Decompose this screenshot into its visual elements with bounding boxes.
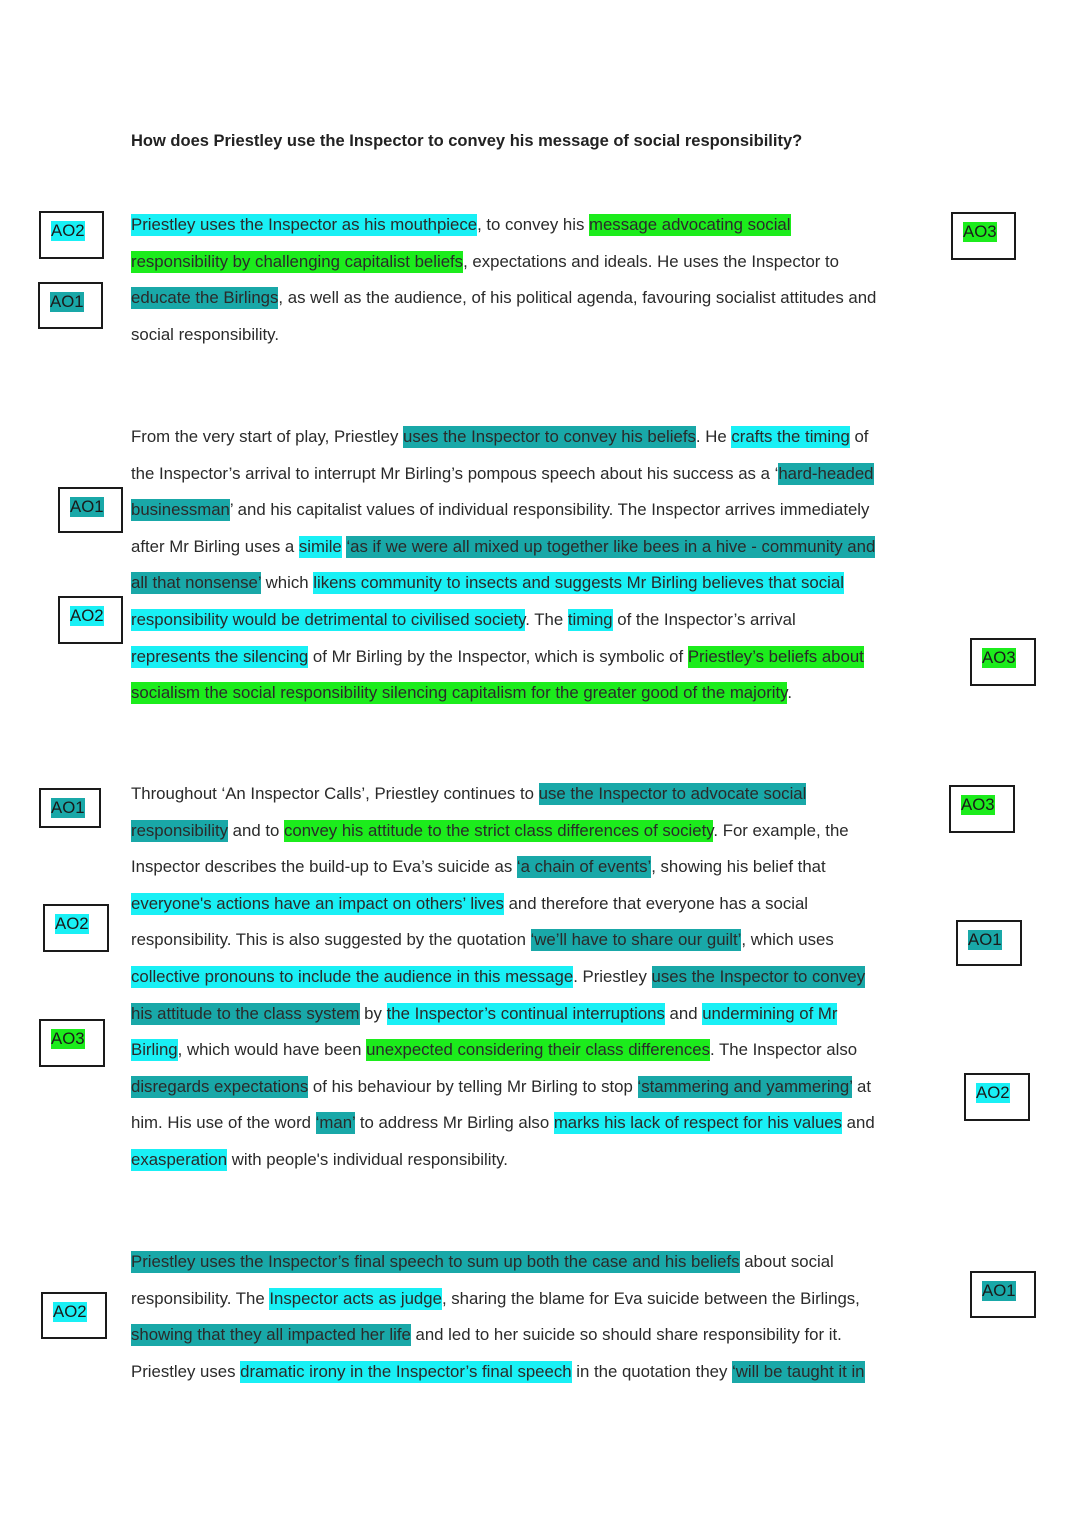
text-segment: by — [359, 1003, 387, 1023]
ao-label: AO3 — [949, 785, 1015, 833]
text-segment: . The Inspector also — [710, 1040, 858, 1060]
text-segment: responsibility. The — [131, 1288, 270, 1308]
highlighted-phrase: undermining of Mr — [702, 1003, 838, 1023]
text-line — [131, 536, 961, 573]
ao-label: AO3 — [39, 1019, 105, 1067]
text-segment: , expectations and ideals. He uses the Inspector to — [463, 251, 840, 271]
text-segment: . He — [695, 427, 732, 446]
highlighted-phrase: ‘a chain of events’ — [516, 857, 652, 877]
text-line — [131, 1003, 961, 1040]
text-segment: after Mr Birling uses a — [131, 536, 299, 556]
text-line — [131, 783, 961, 820]
text-segment: which — [261, 573, 314, 593]
highlighted-phrase: responsibility would be detrimental to civilised society — [131, 609, 526, 629]
text-line — [131, 893, 961, 930]
highlighted-phrase: uses the Inspector to convey — [651, 966, 866, 986]
text-segment: ’ and his capitalist values of individual responsibility. The Inspector arrives immediately — [229, 500, 870, 520]
text-line — [131, 499, 961, 536]
text-segment: social responsibility. — [131, 324, 279, 344]
text-segment: of the Inspector’s arrival — [612, 609, 796, 629]
text-line — [131, 251, 961, 288]
text-segment: at — [852, 1076, 872, 1096]
text-segment: the Inspector’s arrival to interrupt Mr Birling’s pompous speech about his success as a ‘ — [131, 463, 779, 483]
text-segment: , as well as the audience, of his political agenda, favouring socialist attitudes and — [278, 288, 877, 308]
highlighted-phrase: Birling — [131, 1040, 178, 1060]
text-segment: , which uses — [741, 930, 834, 950]
paragraph-1 — [131, 214, 961, 360]
text-line — [131, 929, 961, 966]
text-line — [131, 1324, 961, 1361]
highlighted-phrase: disregards expectations — [131, 1076, 309, 1096]
text-segment: of his behaviour by telling Mr Birling to stop — [308, 1076, 638, 1096]
text-segment: of — [849, 427, 869, 446]
highlighted-phrase: Inspector acts as judge — [269, 1288, 442, 1308]
text-segment: . For example, the — [713, 820, 849, 840]
ao-label: AO1 — [956, 920, 1022, 966]
text-segment: and — [664, 1003, 703, 1023]
paragraph-3 — [131, 783, 961, 1186]
text-segment: Inspector describes the build-up to Eva’s suicide as — [131, 857, 517, 877]
ao-label: AO3 — [951, 212, 1016, 260]
highlighted-phrase: unexpected considering their class differences — [366, 1040, 711, 1060]
highlighted-phrase: ‘we’ll have to share our guilt’ — [530, 930, 742, 950]
text-line — [131, 856, 961, 893]
text-line — [131, 1288, 961, 1325]
text-line — [131, 820, 961, 857]
highlighted-phrase: simile — [298, 536, 342, 556]
highlighted-phrase: ‘will be taught it in — [732, 1361, 865, 1381]
highlighted-phrase: exasperation — [131, 1149, 228, 1169]
highlighted-phrase: timing — [567, 609, 613, 629]
text-line — [131, 463, 961, 500]
text-line — [131, 287, 961, 324]
paragraph-2 — [131, 426, 961, 719]
text-line — [131, 1112, 961, 1149]
highlighted-phrase: crafts the timing — [731, 427, 850, 446]
text-segment: and led to her suicide so should share responsibility for it. — [410, 1325, 842, 1345]
text-segment: and therefore that everyone has a social — [503, 893, 809, 913]
highlighted-phrase: all that nonsense’ — [131, 573, 261, 593]
text-line — [131, 324, 961, 361]
ao-label: AO2 — [964, 1073, 1030, 1121]
text-line — [131, 1076, 961, 1113]
text-segment: . The — [525, 609, 568, 629]
highlighted-phrase: responsibility by challenging capitalist beliefs — [131, 251, 464, 271]
highlighted-phrase: responsibility — [131, 820, 229, 840]
text-segment: and — [842, 1113, 875, 1133]
highlighted-phrase: showing that they all impacted her life — [131, 1325, 411, 1345]
highlighted-phrase: ‘stammering and yammering’ — [637, 1076, 853, 1096]
highlighted-phrase: Priestley uses the Inspector’s final speech to sum up both the case and his beliefs — [131, 1252, 740, 1271]
text-segment: Priestley uses — [131, 1361, 241, 1381]
highlighted-phrase: businessman — [131, 500, 230, 520]
text-line — [131, 426, 961, 463]
text-line — [131, 214, 961, 251]
ao-label: AO1 — [970, 1271, 1036, 1318]
essay-question: How does Priestley use the Inspector to convey his message of social responsibility? — [131, 132, 803, 150]
highlighted-phrase: likens community to insects and suggests Mr Birling believes that social — [313, 573, 844, 593]
ao-label: AO1 — [38, 282, 103, 329]
text-segment: . — [787, 683, 792, 703]
highlighted-phrase: use the Inspector to advocate social — [538, 784, 807, 803]
text-segment: to address Mr Birling also — [355, 1113, 554, 1133]
text-segment: of Mr Birling by the Inspector, which is symbolic of — [308, 646, 688, 666]
text-line — [131, 646, 961, 683]
text-line — [131, 1149, 961, 1186]
ao-label: AO2 — [39, 211, 104, 259]
text-segment: in the quotation they — [571, 1361, 733, 1381]
text-segment: , to convey his — [477, 215, 589, 234]
highlighted-phrase: represents the silencing — [131, 646, 309, 666]
text-segment: responsibility. This is also suggested by the quotation — [131, 930, 531, 950]
highlighted-phrase: ‘as if we were all mixed up together like bees in a hive - community and — [346, 536, 876, 556]
text-segment: , showing his belief that — [651, 857, 826, 877]
highlighted-phrase: Priestley’s beliefs about — [687, 646, 864, 666]
text-line — [131, 966, 961, 1003]
paragraph-4 — [131, 1251, 961, 1397]
highlighted-phrase: everyone's actions have an impact on others’ lives — [131, 893, 504, 913]
text-line — [131, 682, 961, 719]
highlighted-phrase: ‘man’ — [315, 1113, 356, 1133]
ao-label: AO2 — [41, 1292, 107, 1339]
highlighted-phrase: educate the Birlings — [131, 288, 279, 308]
highlighted-phrase: Priestley uses the Inspector as his mouthpiece — [131, 215, 478, 234]
text-segment: Throughout ‘An Inspector Calls’, Priestley continues to — [131, 784, 539, 803]
text-segment: about social — [739, 1252, 834, 1271]
text-segment: , sharing the blame for Eva suicide between the Birlings, — [441, 1288, 860, 1308]
text-line — [131, 572, 961, 609]
highlighted-phrase: socialism the social responsibility silencing capitalism for the greater good of the majority — [131, 683, 788, 703]
highlighted-phrase: message advocating social — [589, 215, 791, 234]
highlighted-phrase: his attitude to the class system — [131, 1003, 360, 1023]
text-line — [131, 1361, 961, 1398]
highlighted-phrase: marks his lack of respect for his values — [553, 1113, 842, 1133]
text-segment: and to — [228, 820, 284, 840]
ao-label: AO2 — [43, 904, 109, 952]
ao-label: AO3 — [970, 638, 1036, 686]
text-segment: with people's individual responsibility. — [227, 1149, 508, 1169]
text-line — [131, 1039, 961, 1076]
ao-label: AO1 — [39, 788, 101, 828]
ao-label: AO1 — [58, 487, 123, 533]
text-segment: him. His use of the word — [131, 1113, 316, 1133]
highlighted-phrase: the Inspector’s continual interruptions — [386, 1003, 665, 1023]
ao-label: AO2 — [58, 596, 123, 644]
highlighted-phrase: convey his attitude to the strict class differences of society — [284, 820, 714, 840]
text-segment: . Priestley — [573, 966, 652, 986]
text-line — [131, 609, 961, 646]
highlighted-phrase: uses the Inspector to convey his beliefs — [403, 427, 696, 446]
highlighted-phrase: collective pronouns to include the audience in this message — [131, 966, 574, 986]
highlighted-phrase: hard-headed — [778, 463, 874, 483]
highlighted-phrase: dramatic irony in the Inspector’s final speech — [240, 1361, 572, 1381]
text-line — [131, 1251, 961, 1288]
text-segment: From the very start of play, Priestley — [131, 427, 403, 446]
text-segment: , which would have been — [177, 1040, 367, 1060]
